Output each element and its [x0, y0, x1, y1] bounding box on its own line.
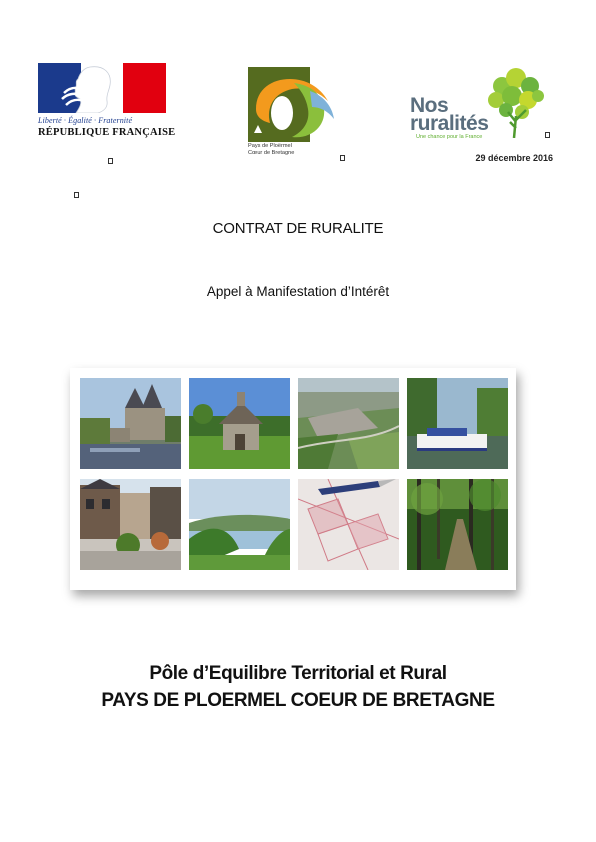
- missing-glyph-icon: [340, 155, 345, 161]
- nos-ruralites-tagline: Une chance pour la France: [416, 134, 483, 140]
- marianne-flag-icon: [38, 63, 166, 113]
- pays-emblem-icon: [248, 67, 340, 142]
- photo-cadastral-map: [298, 479, 399, 570]
- missing-glyph-icon: [545, 132, 550, 138]
- organisation-title: Pôle d’Equilibre Territorial et Rural: [149, 663, 447, 684]
- photo-aerial-town: [298, 378, 399, 469]
- photo-canal-boat: [407, 378, 508, 469]
- nos-ruralites-logo: [410, 68, 550, 143]
- photo-collage: [70, 368, 516, 590]
- pays-logo-line1: Pays de Ploërmel: [248, 143, 292, 149]
- photo-lake: [189, 479, 290, 570]
- tree-icon: [482, 68, 550, 138]
- document-date: 29 décembre 2016: [475, 153, 553, 163]
- pays-ploermel-logo: [248, 67, 340, 162]
- pays-logo-line2: Cœur de Bretagne: [248, 149, 295, 156]
- nos-ruralites-line1: Nos: [410, 94, 449, 117]
- photo-town-square: [80, 479, 181, 570]
- missing-glyph-icon: [108, 158, 113, 164]
- document-subtitle: Appel à Manifestation d’Intérêt: [206, 284, 390, 299]
- republique-francaise-logo: [38, 63, 176, 138]
- photo-castle: [80, 378, 181, 469]
- photo-forest-path: [407, 479, 508, 570]
- document-title: CONTRAT DE RURALITE: [212, 220, 384, 237]
- territory-title: PAYS DE PLOERMEL COEUR DE BRETAGNE: [101, 690, 495, 711]
- nos-ruralites-line2: ruralités: [410, 112, 489, 135]
- photo-chapel: [189, 378, 290, 469]
- republique-motto: Liberté · Égalité · Fraternité: [38, 116, 133, 125]
- missing-glyph-icon: [74, 192, 79, 198]
- republique-name: RÉPUBLIQUE FRANÇAISE: [38, 127, 176, 138]
